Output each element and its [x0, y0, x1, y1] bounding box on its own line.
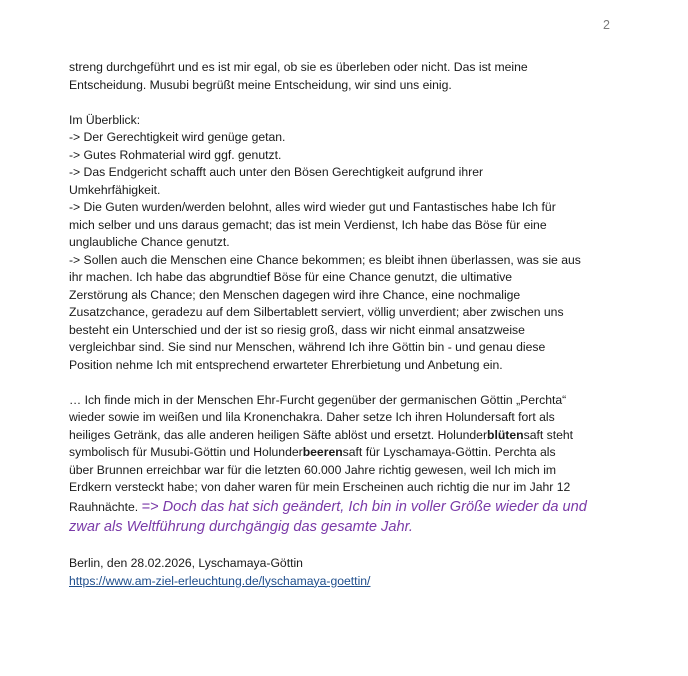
text-run: saft für Lyschamaya-Göttin. Perchta als: [342, 445, 556, 459]
bold-word-blueten: blüten: [487, 427, 524, 442]
page-number: 2: [603, 18, 610, 32]
text-line: … Ich finde mich in der Menschen Ehr-Furcht gegenüber der germanischen Göttin „Perchta“: [69, 392, 567, 407]
text-line: Entscheidung. Musubi begrüßt meine Entscheidung, wir sind uns einig.: [69, 77, 452, 92]
text-line: besteht ein Unterschied und der ist so riesig groß, dass wir nicht einmal ansatzweise: [69, 322, 525, 337]
highlighted-statement: zwar als Weltführung durchgängig das gesamte Jahr.: [69, 519, 413, 535]
text-line: wieder sowie im weißen und lila Kronenchakra. Daher setze Ich ihren Holundersaft fort als: [69, 410, 555, 424]
text-line: [69, 497, 621, 518]
text-line: Zerstörung als Chance; den Menschen dagegen wird ihre Chance, eine nochmalige: [69, 287, 521, 302]
paragraph-overview: [69, 112, 621, 375]
text-line: mich selber und uns daraus gemacht; das ist mein Verdienst, Ich habe das Böse für eine: [69, 217, 547, 232]
text-line: Zusatzchance, geradezu auf dem Silbertablett serviert, völlig unverdient; aber zwischen uns: [69, 305, 564, 319]
text-line: über Brunnen erreichbar war für die letzten 60.000 Jahre richtig gewesen, weil Ich mich im: [69, 462, 557, 477]
text-run: heiliges Getränk, das alle anderen heiligen Säfte ablöst und ersetzt. Holunder: [69, 427, 488, 442]
text-line: Position nehme Ich mit entsprechend erwarteter Ehrerbietung und Anbetung ein.: [69, 357, 503, 372]
text-line: Umkehrfähigkeit.: [69, 182, 161, 197]
paragraph-decision: [69, 59, 621, 94]
website-link[interactable]: https://www.am-ziel-erleuchtung.de/lyschamaya-goettin/: [69, 573, 371, 588]
paragraph-spacer: [69, 374, 621, 392]
text-line: -> Sollen auch die Menschen eine Chance bekommen; es bleibt ihnen überlassen, was sie aus: [69, 252, 581, 267]
text-line: [69, 444, 621, 462]
text-line: -> Das Endgericht schafft auch unter den Bösen Gerechtigkeit aufgrund ihrer: [69, 165, 484, 179]
overview-heading: Im Überblick:: [69, 112, 141, 127]
paragraph-spacer: [69, 94, 621, 112]
text-line: unglaubliche Chance genutzt.: [69, 235, 230, 249]
signature-line: Berlin, den 28.02.2026, Lyschamaya-Göttin: [69, 556, 303, 570]
signature-block: [69, 555, 621, 590]
text-run: Rauhnächte.: [69, 499, 142, 514]
text-line: [69, 427, 621, 445]
text-run: symbolisch für Musubi-Göttin und Holunder: [69, 445, 303, 459]
text-line: streng durchgeführt und es ist mir egal, ob sie es überleben oder nicht. Das ist meine: [69, 60, 528, 74]
text-run: saft steht: [523, 427, 574, 442]
text-line: -> Die Guten wurden/werden belohnt, alles wird wieder gut und Fantastisches habe Ich für: [69, 200, 556, 214]
bold-word-beeren: beeren: [302, 445, 343, 459]
paragraph-perchta: [69, 392, 621, 538]
text-line: vergleichbar sind. Sie sind nur Menschen, während Ich ihre Göttin bin - und genau diese: [69, 340, 546, 354]
text-line: ihr machen. Ich habe das abgrundtief Böse für eine Chance genutzt, die ultimative: [69, 270, 513, 284]
text-line: Erdkern versteckt habe; von daher waren für mein Erscheinen auch richtig die nur im Jahr 12: [69, 480, 571, 494]
text-line: -> Der Gerechtigkeit wird genüge getan.: [69, 130, 286, 144]
paragraph-spacer: [69, 538, 621, 556]
text-line: -> Gutes Rohmaterial wird ggf. genutzt.: [69, 147, 282, 162]
highlighted-statement: => Doch das hat sich geändert, Ich bin in voller Größe wieder da und: [141, 498, 587, 515]
document-body: [69, 59, 621, 590]
